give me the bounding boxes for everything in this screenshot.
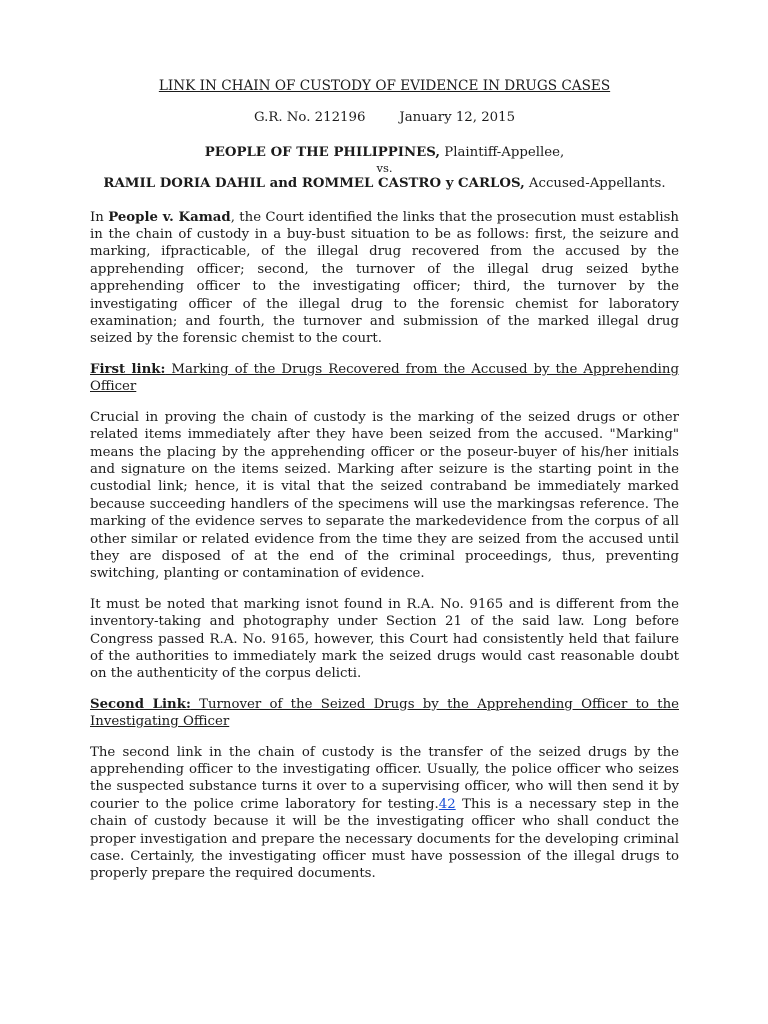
second-link-text-b: This is a necessary step in the chain of custody because it will be the investigating officer who shall conduct the proper investigation and prepare the necessary documents for the developing criminal case. Certainly, the investigating officer must have possession of the illegal drugs to properly prepare the required documents.	[90, 796, 679, 882]
footnote-link[interactable]: 42	[438, 796, 456, 812]
plaintiff-role: Plaintiff-Appellee,	[440, 144, 565, 160]
intro-paragraph	[90, 209, 679, 348]
second-link-paragraph	[90, 744, 679, 883]
versus-label: vs.	[376, 161, 393, 176]
first-link-title: Marking of the Drugs Recovered from the Accused by the Apprehending Officer	[90, 361, 679, 395]
gr-number: G.R. No. 212196	[253, 110, 366, 126]
intro-text: , the Court identified the links that the prosecution must establish in the chain of custody in a buy-bust situation to be as follows: first, the seizure and marking, ifpracticable, of the illegal drug recovered from the accused by the apprehending officer; second, the turnover of the illegal drug seized bythe apprehending officer to the investigating officer; third, the turnover by the investigating officer of the illegal drug to the forensic chemist for laboratory examination; and fourth, the turnover and submission of the marked illegal drug seized by the forensic chemist to the court.	[90, 209, 679, 347]
case-number-line	[90, 109, 679, 126]
plaintiff-name: PEOPLE OF THE PHILIPPINES,	[204, 144, 441, 160]
second-link-label: Second Link:	[90, 696, 191, 712]
accused-line	[90, 175, 679, 192]
first-link-label: First link:	[90, 361, 166, 377]
document-title: LINK IN CHAIN OF CUSTODY OF EVIDENCE IN DRUGS CASES	[158, 78, 611, 94]
intro-prefix: In	[90, 209, 109, 225]
case-citation: People v. Kamad	[108, 209, 231, 225]
document-page	[90, 78, 679, 896]
second-link-heading	[90, 696, 679, 731]
second-link-title: Turnover of the Seized Drugs by the Apprehending Officer to the Investigating Officer	[90, 696, 680, 730]
first-link-paragraph-2: It must be noted that marking isnot found in R.A. No. 9165 and is different from the inventory-taking and photography under Section 21 of the said law. Long before Congress passed R.A. No. 9165, however, this Court had consistently held that failure of the authorities to immediately mark the seized drugs would cast reasonable doubt on the authenticity of the corpus delicti.	[90, 596, 679, 682]
gr-date: January 12, 2015	[399, 110, 516, 126]
first-link-paragraph-1: Crucial in proving the chain of custody is the marking of the seized drugs or other related items immediately after they have been seized from the accused. "Marking" means the placing by the apprehending officer or the poseur-buyer of his/her initials and signature on the items seized. Marking after seizure is the starting point in the custodial link; hence, it is vital that the seized contraband be immediately marked because succeeding handlers of the specimens will use the markingsas reference. The marking of the evidence serves to separate the markedevidence from the corpus of all other similar or related evidence from the time they are seized from the accused until they are disposed of at the end of the criminal proceedings, thus, preventing switching, planting or contamination of evidence.	[90, 409, 679, 582]
accused-names: RAMIL DORIA DAHIL and ROMMEL CASTRO y CARLOS,	[103, 176, 525, 192]
second-link-text-a: The second link in the chain of custody is the transfer of the seized drugs by the apprehending officer to the investigating officer. Usually, the police officer who seizes the suspected substance turns it over to a supervising officer, who will then send it by courier to the police crime laboratory for testing.	[90, 744, 679, 812]
plaintiff-line	[90, 144, 679, 161]
first-link-heading	[90, 361, 679, 396]
accused-role: Accused-Appellants.	[524, 176, 666, 192]
